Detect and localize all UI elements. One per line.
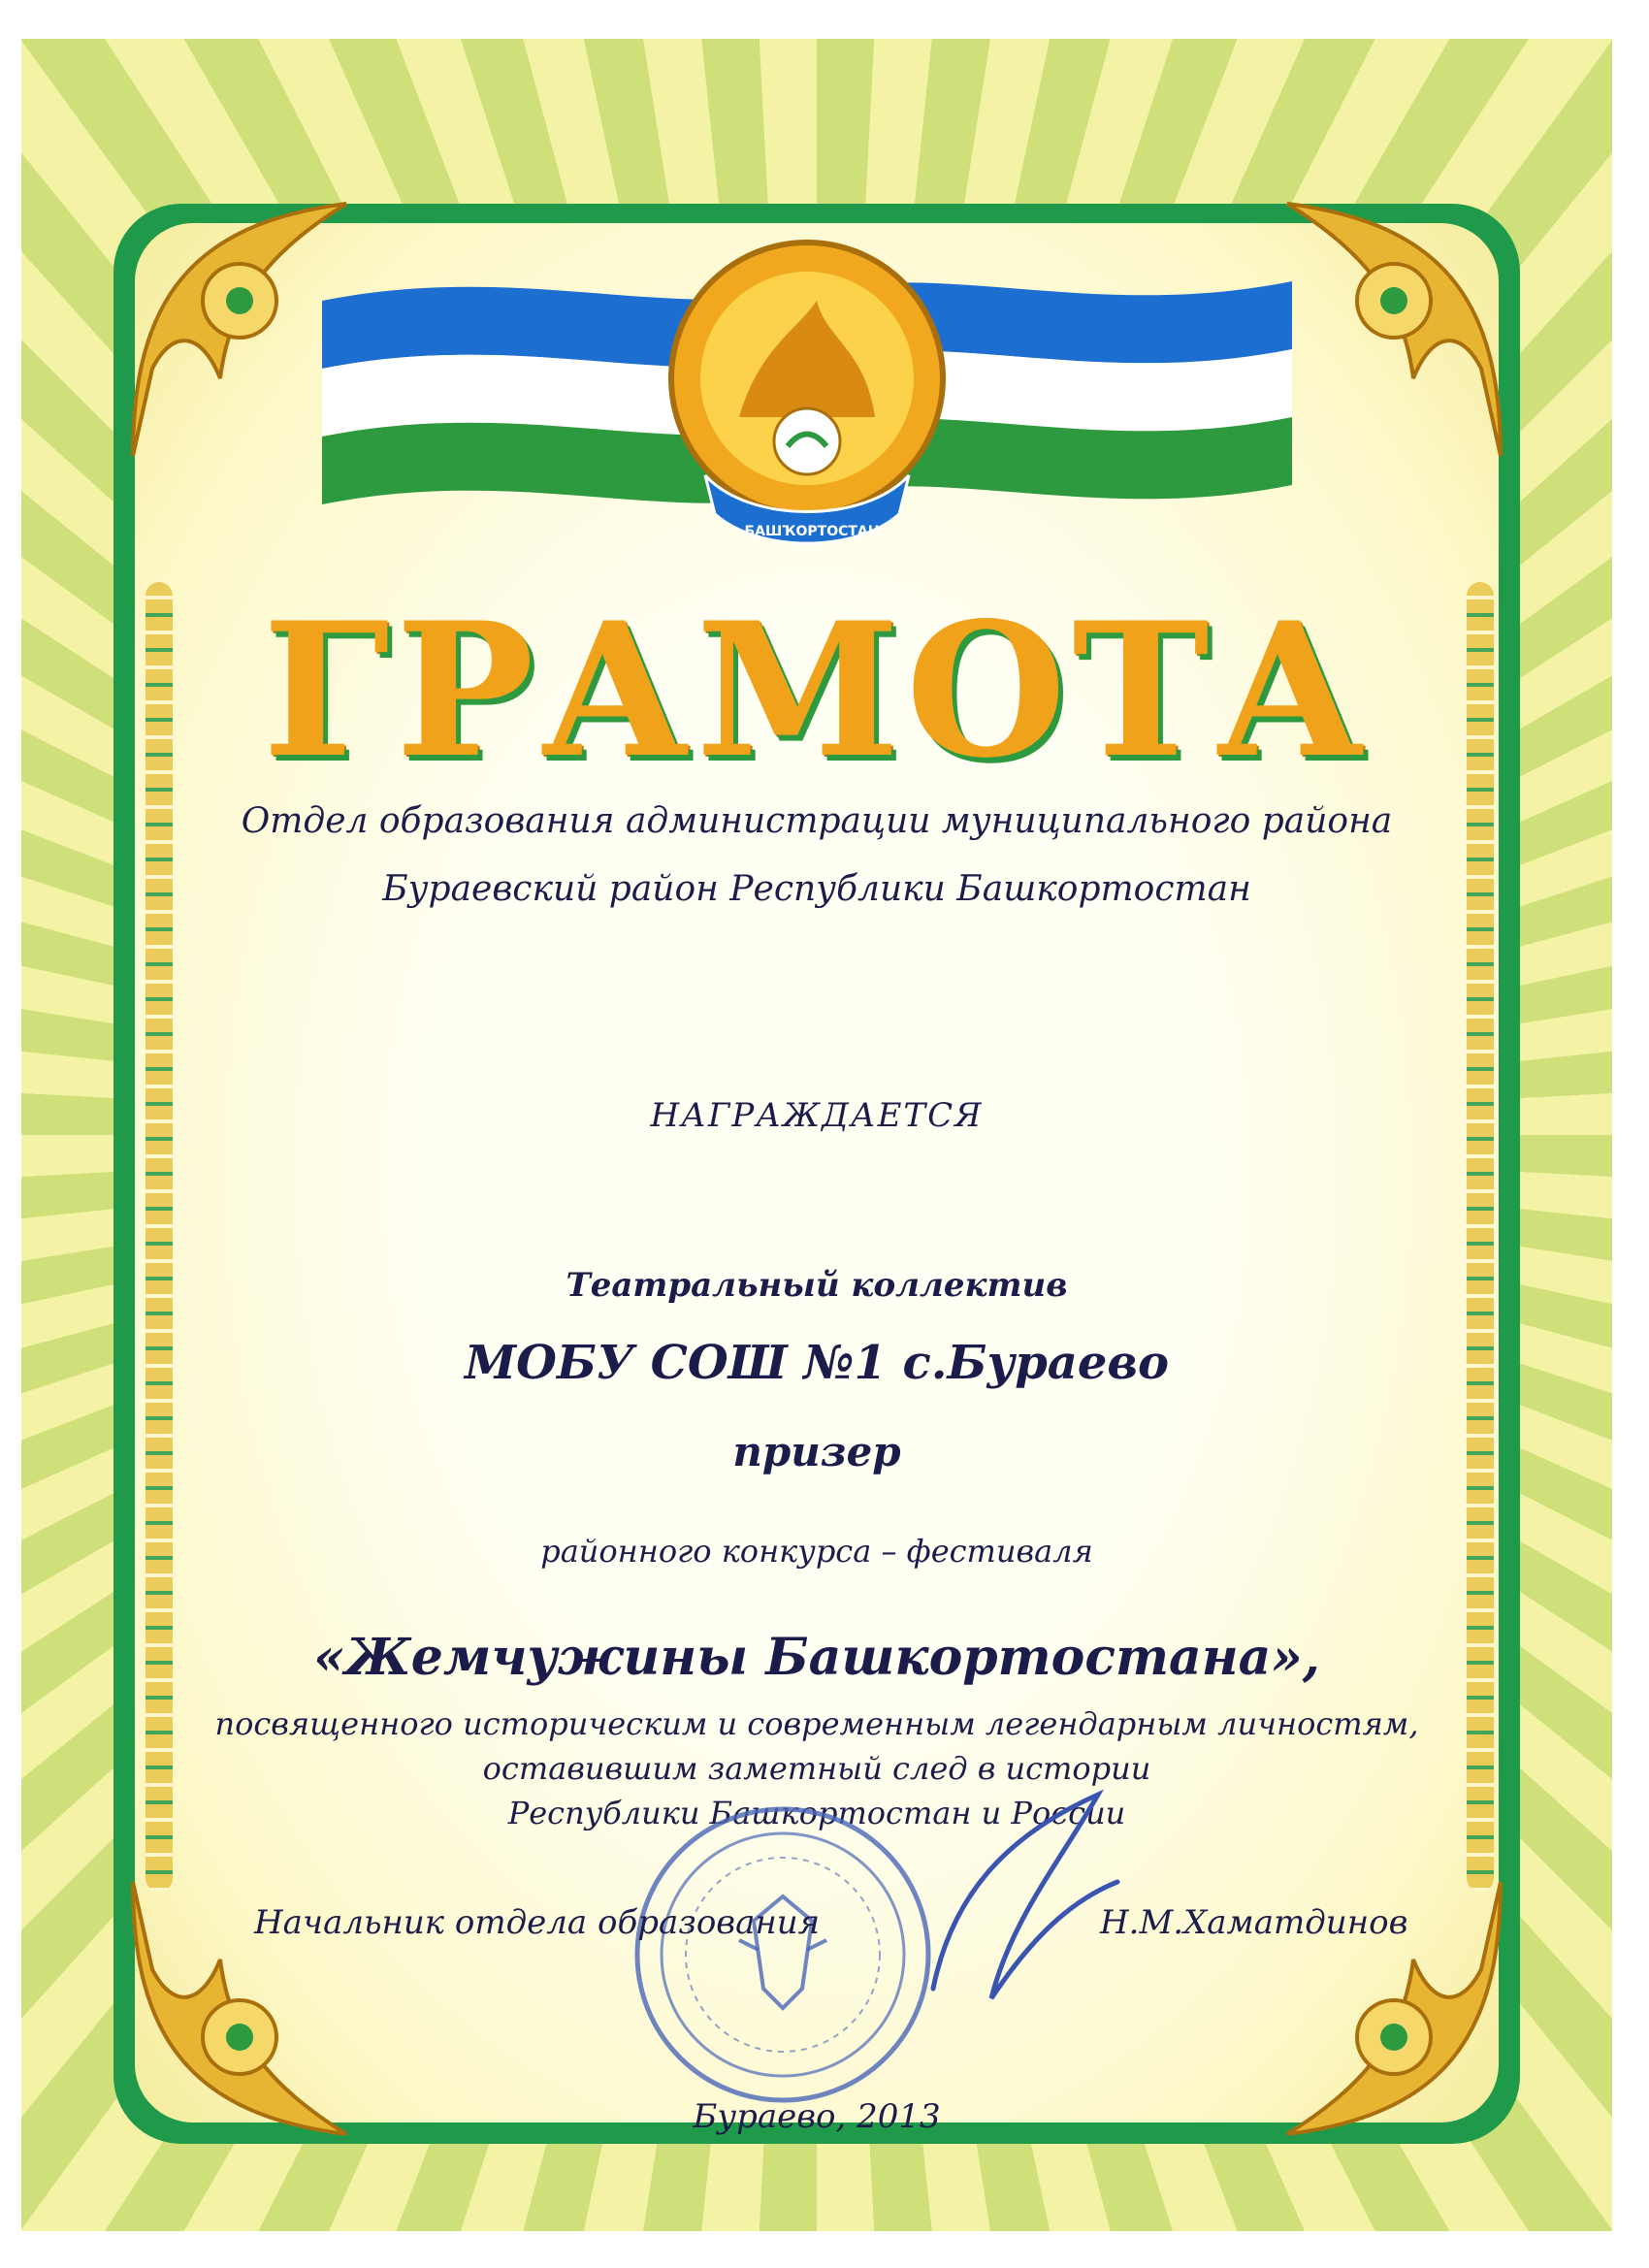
recipient-name: МОБУ СОШ №1 с.Бураево	[465, 1336, 1169, 1390]
dedication-line-1: посвященного историческим и современным легендарным личностям,	[214, 1705, 1419, 1742]
signature	[894, 1775, 1147, 2027]
certificate-title: ГРАМОТА	[262, 582, 1372, 798]
issuer-line-1: Отдел образования администрации муниципального района	[241, 801, 1393, 841]
issuer-line-2: Бураевский район Республики Башкортостан	[382, 869, 1251, 909]
recipient-type: Театральный коллектив	[566, 1266, 1068, 1305]
dedication-line-2: оставившим заметный след в истории	[482, 1750, 1151, 1787]
emblem-ribbon-text: БАШҠОРТОСТАН	[744, 524, 880, 539]
award-place: призер	[732, 1428, 901, 1475]
dedication-line-3: Республики Башкортостан и России	[507, 1795, 1126, 1831]
signatory-name: Н.М.Хаматдинов	[1100, 1903, 1408, 1942]
festival-name: «Жемчужины Башкортостана»,	[313, 1628, 1320, 1687]
awarded-label: НАГРАЖДАЕТСЯ	[650, 1096, 984, 1135]
top-right-corner-ornament	[1268, 184, 1520, 475]
certificate-sheet	[21, 39, 1612, 2231]
contest-line: районного конкурса – фестиваля	[540, 1533, 1093, 1570]
place-and-year: Бураево, 2013	[693, 2097, 941, 2136]
signatory-position: Начальник отдела образования	[254, 1903, 821, 1942]
